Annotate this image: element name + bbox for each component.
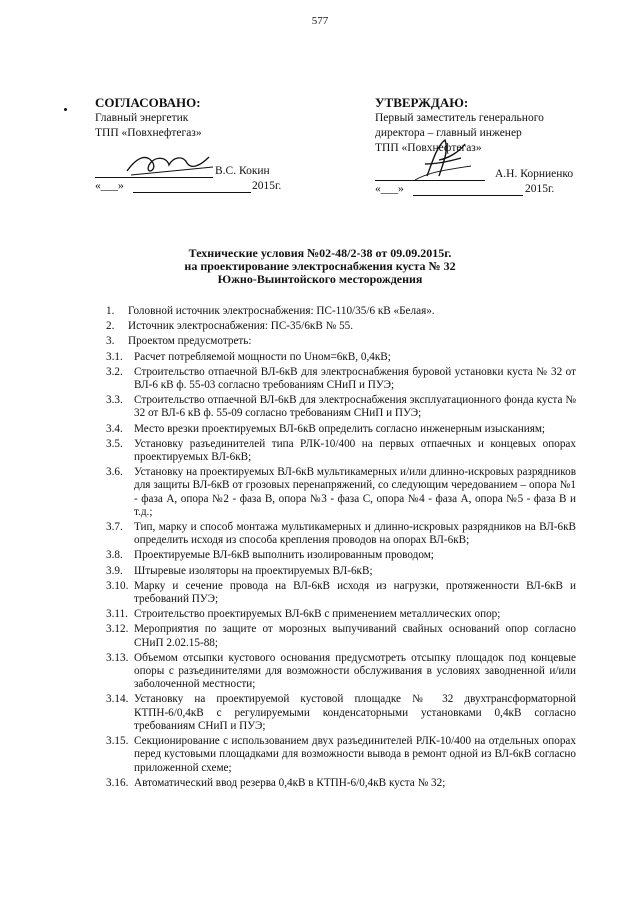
page-number: 577 bbox=[311, 15, 329, 27]
date-row-left bbox=[95, 179, 325, 194]
signature-line-right bbox=[375, 180, 485, 181]
approval-heading-right: УТВЕРЖДАЮ: bbox=[375, 95, 469, 110]
date-year-right: 2015г. bbox=[525, 183, 555, 195]
list-item: 3.10. Марку и сечение провода на ВЛ-6кВ исходя из нагрузки, протяженности ВЛ-6кВ и требований ПУЭ; bbox=[106, 579, 576, 606]
approval-block-right bbox=[375, 95, 600, 197]
title-line-2: на проектирование электроснабжения куста № 32 bbox=[184, 259, 456, 273]
signature-line-left bbox=[95, 177, 213, 178]
approval-position-left: Главный энергетик bbox=[95, 112, 189, 124]
date-line-right bbox=[413, 195, 523, 196]
list-item: 3.6. Установку на проектируемых ВЛ-6кВ мультикамерных и/или длинно-искровых разрядников для защиты ВЛ-6кВ от грозовых перенапряжений, со следующим чередованием – опора №1 - фаза А, опора №2 - фаза В, опора №3 - фаза С, опора №4 - фаза А, опора №5 - фаза В и т.д.; bbox=[106, 466, 576, 518]
date-year-left: 2015г. bbox=[252, 180, 282, 192]
signature-row-left bbox=[95, 163, 325, 179]
handwritten-signature-right bbox=[405, 136, 475, 182]
list-item: 3.14. Установку на проектируемой кустовой площадке № 32 двухтрансформаторной КТПН-6/0,4кВ с регулируемыми конденсаторными установками 0,4кВ согласно требованиям СНиП и ПУЭ; bbox=[106, 693, 576, 732]
list-item: 3.12. Мероприятия по защите от морозных выпучиваний свайных оснований опор согласно СНиП 2.02.15-88; bbox=[106, 623, 576, 649]
requirements-list bbox=[106, 305, 576, 794]
list-item: 3.7. Тип, марку и способ монтажа мультикамерных и длинно-искровых разрядников на ВЛ-6кВ определить исходя из способа крепления проводов на опорах ВЛ-6кВ; bbox=[106, 521, 576, 547]
signer-name-left: В.С. Кокин bbox=[215, 165, 270, 177]
date-row-right bbox=[375, 182, 600, 197]
document-title bbox=[0, 247, 640, 286]
list-item: 3.13. Объемом отсыпки кустового основания предусмотреть отсыпку площадок под концевые опоры с разъединителями для возможности обслуживания в условиях заводненной и/или заболоченной местности; bbox=[106, 651, 576, 691]
list-item: 3.5. Установку разъединителей типа РЛК-10/400 на первых отпаечных и концевых опорах проектируемых ВЛ-6кВ; bbox=[106, 437, 576, 464]
list-item: 3.4. Место врезки проектируемых ВЛ-6кВ определить согласно инженерным изысканиям; bbox=[106, 422, 546, 435]
scan-dot bbox=[64, 108, 67, 111]
approval-organization-right: ТПП «Повхнефтегаз» bbox=[375, 142, 482, 154]
list-item: 3.15. Секционирование с использованием двух разъединителей РЛК-10/400 на отдельных опорах перед кустовыми площадками для возможности вывода в ремонт одной из ВЛ-6кВ согласно приложенной схеме; bbox=[106, 735, 576, 774]
list-item: 1. Головной источник электроснабжения: ПС-110/35/6 кВ «Белая». bbox=[106, 305, 435, 317]
date-line-left bbox=[133, 192, 251, 193]
list-item: 3.2. Строительство отпаечной ВЛ-6кВ для электроснабжения буровой установки куста № 32 от ВЛ-6 кВ ф. 55-03 согласно требованиям СНиП и ПУЭ; bbox=[106, 365, 576, 392]
list-item: 3.3. Строительство отпаечной ВЛ-6кВ для электроснабжения эксплуатационного фонда куста № 32 от ВЛ-6 кВ ф. 55-09 согласно требованиям СНиП и ПУЭ; bbox=[106, 394, 576, 420]
signature-row-right bbox=[375, 166, 600, 182]
approval-position-right-1: Первый заместитель генерального bbox=[375, 112, 544, 124]
handwritten-signature-left bbox=[123, 149, 215, 179]
approval-heading-left: СОГЛАСОВАНО: bbox=[95, 95, 201, 110]
list-item: 3.11. Строительство проектируемых ВЛ-6кВ с применением металлических опор; bbox=[106, 608, 501, 621]
approval-position-right-2: директора – главный инженер bbox=[375, 127, 522, 139]
list-item: 3.16. Автоматический ввод резерва 0,4кВ в КТПН-6/0,4кВ куста № 32; bbox=[106, 776, 446, 789]
approval-organization-left: ТПП «Повхнефтегаз» bbox=[95, 127, 202, 139]
approval-block-left bbox=[95, 95, 325, 194]
title-line-1: Технические условия №02-48/2-38 от 09.09.2015г. bbox=[188, 246, 452, 260]
list-item: 3.8. Проектируемые ВЛ-6кВ выполнить изолированным проводом; bbox=[106, 549, 434, 562]
list-item: 3. Проектом предусмотреть: bbox=[106, 335, 252, 348]
list-item: 3.9. Штыревые изоляторы на проектируемых ВЛ-6кВ; bbox=[106, 564, 373, 577]
signer-name-right: А.Н. Корниенко bbox=[495, 168, 574, 180]
list-item: 2. Источник электроснабжения: ПС-35/6кВ № 55. bbox=[106, 320, 354, 333]
date-day-right: «___» bbox=[375, 183, 404, 195]
title-line-3: Южно-Выинтойского месторождения bbox=[217, 272, 423, 286]
list-item: 3.1. Расчет потребляемой мощности по Uном=6кВ, 0,4кВ; bbox=[106, 350, 391, 363]
date-day-left: «___» bbox=[95, 180, 124, 192]
